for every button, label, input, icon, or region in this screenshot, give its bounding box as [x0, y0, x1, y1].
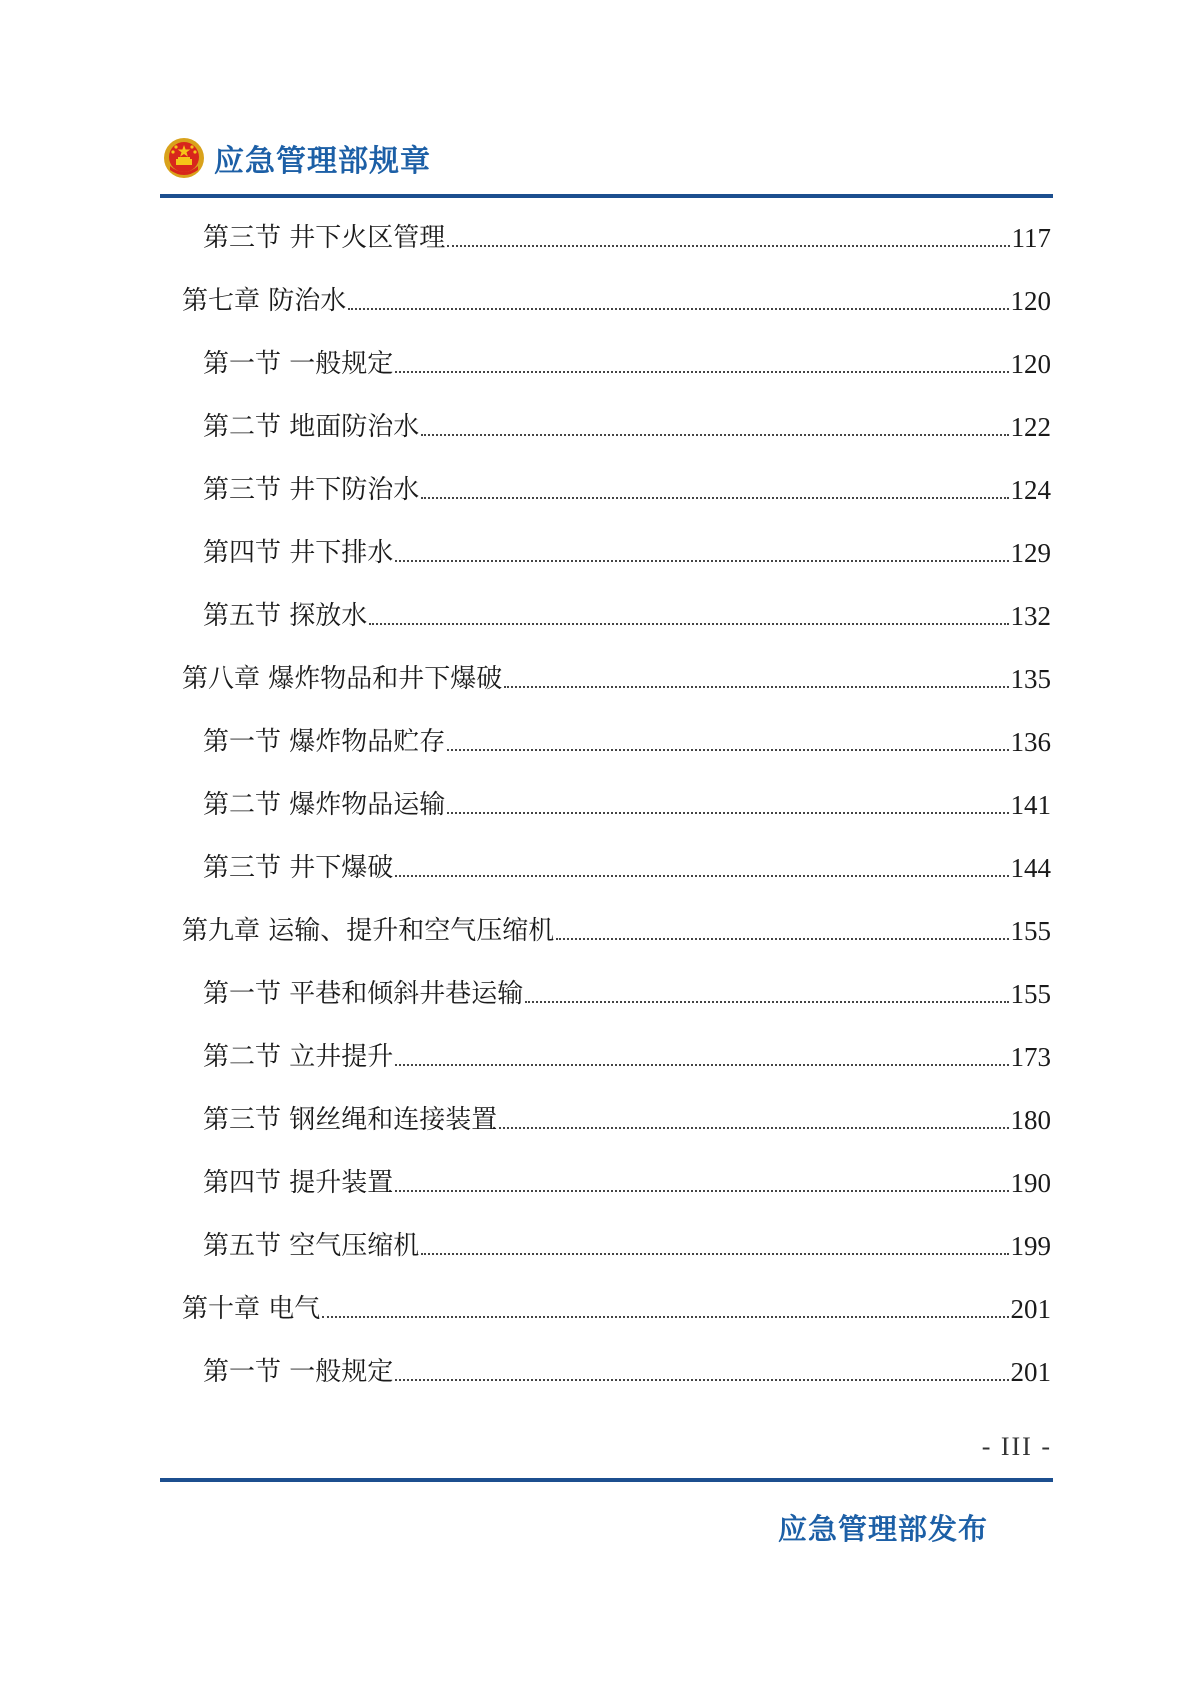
toc-entry[interactable]	[203, 346, 1051, 382]
toc-leader-dots	[447, 245, 1009, 247]
toc-entry-title: 第一节 一般规定	[203, 1357, 394, 1387]
toc-entry-page: 122	[1010, 412, 1051, 442]
toc-entry-page: 117	[1011, 223, 1051, 253]
toc-entry-title: 第三节 井下防治水	[203, 475, 420, 505]
page-number: - III -	[981, 1432, 1052, 1461]
footer-publisher: 应急管理部发布	[778, 1512, 989, 1546]
toc-entry-page: 135	[1010, 664, 1051, 694]
toc-entry[interactable]	[203, 850, 1051, 886]
toc-entry-title: 第七章 防治水	[182, 286, 347, 316]
toc-entry[interactable]	[182, 913, 1051, 949]
toc-leader-dots	[447, 812, 1008, 814]
toc-leader-dots	[395, 371, 1008, 373]
national-emblem-icon	[162, 136, 206, 180]
toc-entry-page: 132	[1010, 601, 1051, 631]
page-header	[162, 130, 431, 186]
header-title: 应急管理部规章	[214, 144, 431, 179]
toc-entry[interactable]	[203, 1165, 1051, 1201]
toc-leader-dots	[556, 938, 1008, 940]
toc-entry-title: 第五节 空气压缩机	[203, 1231, 420, 1261]
toc-entry[interactable]	[203, 1354, 1051, 1390]
toc-entry-page: 136	[1010, 727, 1051, 757]
header-rule	[160, 194, 1053, 198]
toc-entry-title: 第一节 一般规定	[203, 349, 394, 379]
footer-rule	[160, 1478, 1053, 1482]
toc-entry-title: 第三节 井下火区管理	[203, 223, 446, 253]
toc-entry[interactable]	[182, 661, 1051, 697]
toc-entry[interactable]	[203, 220, 1051, 256]
toc-entry[interactable]	[203, 976, 1051, 1012]
toc-leader-dots	[504, 686, 1008, 688]
toc-entry-title: 第三节 钢丝绳和连接装置	[203, 1105, 498, 1135]
toc-entry[interactable]	[203, 598, 1051, 634]
toc-leader-dots	[395, 560, 1008, 562]
toc-leader-dots	[395, 1190, 1008, 1192]
toc-entry-page: 173	[1010, 1042, 1051, 1072]
toc-leader-dots	[421, 434, 1008, 436]
toc-entry-title: 第三节 井下爆破	[203, 853, 394, 883]
toc-leader-dots	[447, 749, 1008, 751]
toc-entry[interactable]	[182, 1291, 1051, 1327]
toc-entry[interactable]	[203, 787, 1051, 823]
toc-entry-title: 第四节 提升装置	[203, 1168, 394, 1198]
toc-entry-page: 120	[1010, 286, 1051, 316]
toc-entry-title: 第二节 地面防治水	[203, 412, 420, 442]
toc-entry[interactable]	[182, 283, 1051, 319]
toc-entry-title: 第二节 立井提升	[203, 1042, 394, 1072]
toc-entry-page: 199	[1010, 1231, 1051, 1261]
toc-entry[interactable]	[203, 1039, 1051, 1075]
toc-entry-page: 141	[1010, 790, 1051, 820]
toc-leader-dots	[395, 875, 1008, 877]
toc-entry[interactable]	[203, 1228, 1051, 1264]
toc-entry[interactable]	[203, 724, 1051, 760]
toc-leader-dots	[322, 1316, 1008, 1318]
toc-entry-title: 第一节 平巷和倾斜井巷运输	[203, 979, 524, 1009]
toc-entry-title: 第九章 运输、提升和空气压缩机	[182, 916, 555, 946]
toc-entry-page: 201	[1010, 1294, 1051, 1324]
toc-entry-page: 120	[1010, 349, 1051, 379]
toc-entry-page: 155	[1010, 979, 1051, 1009]
toc-leader-dots	[395, 1064, 1008, 1066]
toc-entry[interactable]	[203, 1102, 1051, 1138]
toc-leader-dots	[421, 497, 1008, 499]
toc-entry-page: 129	[1010, 538, 1051, 568]
toc-entry-title: 第五节 探放水	[203, 601, 368, 631]
toc-leader-dots	[369, 623, 1008, 625]
toc-entry-title: 第一节 爆炸物品贮存	[203, 727, 446, 757]
toc-entry-page: 190	[1010, 1168, 1051, 1198]
toc-entry[interactable]	[203, 535, 1051, 571]
toc-entry-page: 155	[1010, 916, 1051, 946]
toc-leader-dots	[499, 1127, 1008, 1129]
toc-entry-page: 201	[1010, 1357, 1051, 1387]
toc-entry-title: 第二节 爆炸物品运输	[203, 790, 446, 820]
toc-leader-dots	[525, 1001, 1008, 1003]
toc-leader-dots	[348, 308, 1008, 310]
toc-entry-title: 第四节 井下排水	[203, 538, 394, 568]
toc-entry-page: 180	[1010, 1105, 1051, 1135]
toc-entry-title: 第十章 电气	[182, 1294, 321, 1324]
toc-entry-page: 144	[1010, 853, 1051, 883]
toc-entry-page: 124	[1010, 475, 1051, 505]
toc-entry-title: 第八章 爆炸物品和井下爆破	[182, 664, 503, 694]
toc-leader-dots	[395, 1379, 1008, 1381]
toc-leader-dots	[421, 1253, 1008, 1255]
toc-entry[interactable]	[203, 409, 1051, 445]
toc-entry[interactable]	[203, 472, 1051, 508]
